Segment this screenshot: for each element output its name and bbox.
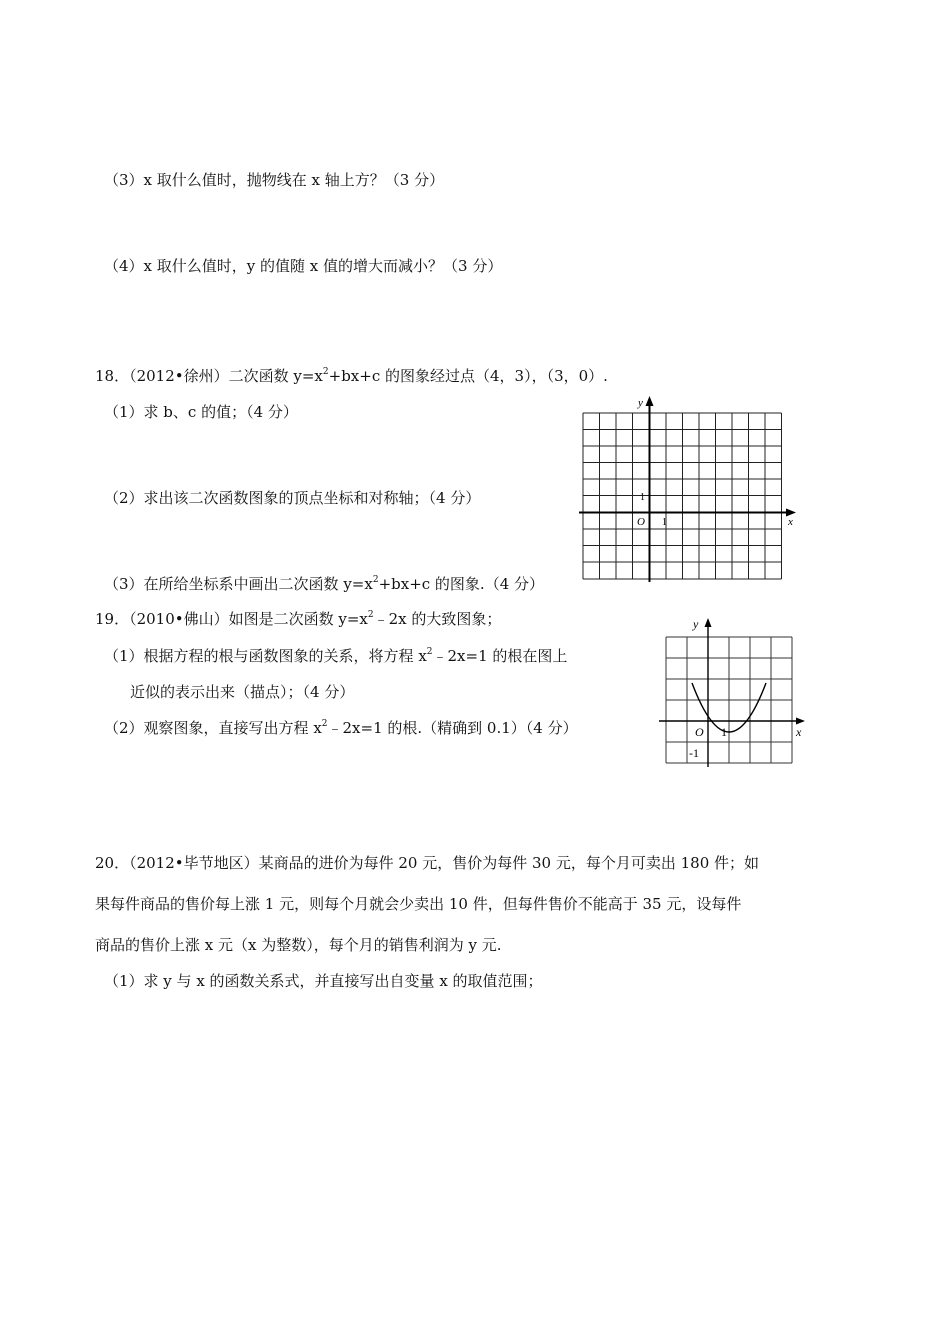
- q19-x-axis-arrow: [796, 718, 805, 725]
- q19-part2-text-end: ﹣2x=1 的根.（精确到 0.1）（4 分）: [327, 719, 578, 737]
- q18-grid-lines: [583, 413, 782, 579]
- q19-part1-exponent: 2: [426, 647, 433, 657]
- q18-origin-label: O: [637, 516, 645, 528]
- q18-part1: （1）求 b、c 的值；（4 分）: [104, 403, 298, 421]
- q19-origin-label: O: [695, 725, 704, 739]
- q19-stem-exponent: 2: [367, 610, 374, 620]
- q19-y-axis-label: y: [693, 617, 699, 631]
- q18-part2: （2）求出该二次函数图象的顶点坐标和对称轴；（4 分）: [104, 489, 481, 507]
- q19-part2-exponent: 2: [321, 719, 328, 729]
- q19-y-axis-arrow: [705, 618, 712, 627]
- q20-stem-line1: 20．（2012•毕节地区）某商品的进价为每件 20 元，售价为每件 30 元，每个月可卖出 180 件；如: [95, 854, 760, 872]
- q17-part4: （4）x 取什么值时，y 的值随 x 值的增大而减小？（3 分）: [104, 257, 503, 275]
- q20-part1: （1）求 y 与 x 的函数关系式，并直接写出自变量 x 的取值范围；: [104, 972, 543, 990]
- q18-stem-text: 18．（2012•徐州）二次函数 y=x: [95, 367, 323, 385]
- q18-x-tick-label: 1: [662, 517, 667, 528]
- q18-y-axis-label: y: [638, 397, 643, 409]
- q19-stem: [95, 609, 501, 629]
- q19-x-axis-label: x: [796, 725, 802, 739]
- q17-part3: （3）x 取什么值时，抛物线在 x 轴上方？（3 分）: [104, 171, 445, 189]
- q19-parabola-figure: [655, 612, 810, 767]
- q18-part3: [104, 574, 544, 594]
- q18-coordinate-grid: [574, 394, 804, 584]
- q19-part1-text: （1）根据方程的根与函数图象的关系，将方程 x: [104, 647, 427, 665]
- q18-stem-text-end: +bx+c 的图象经过点（4，3），（3，0）.: [328, 367, 608, 385]
- q18-part3-exponent: 2: [372, 575, 379, 585]
- q19-stem-text-end: ﹣2x 的大致图象；: [373, 610, 502, 628]
- q18-y-axis-arrow: [646, 396, 654, 406]
- q19-part2-text: （2）观察图象，直接写出方程 x: [104, 719, 322, 737]
- q19-part1-text-end: ﹣2x=1 的根在图上: [432, 647, 568, 665]
- q19-y-tick-label: -1: [689, 746, 699, 760]
- q19-part1: [104, 646, 567, 666]
- q18-part3-text: （3）在所给坐标系中画出二次函数 y=x: [104, 575, 373, 593]
- q18-y-tick-label: 1: [640, 492, 645, 503]
- q20-stem-line2: 果每件商品的售价每上涨 1 元，则每个月就会少卖出 10 件，但每件售价不能高于 35 元，设每件: [95, 895, 742, 913]
- q20-stem-line3: 商品的售价上涨 x 元（x 为整数），每个月的销售利润为 y 元.: [95, 936, 502, 954]
- q19-grid-lines: [666, 637, 792, 763]
- q19-stem-text: 19．（2010•佛山）如图是二次函数 y=x: [95, 610, 368, 628]
- q18-part3-text-end: +bx+c 的图象.（4 分）: [378, 575, 545, 593]
- q19-part2: [104, 718, 578, 738]
- q18-stem-exponent: 2: [322, 367, 329, 377]
- q18-stem: [95, 366, 608, 386]
- q19-x-tick-label: 1: [721, 725, 727, 739]
- q18-x-axis-label: x: [788, 516, 793, 528]
- q19-part1-continued: 近似的表示出来（描点）；（4 分）: [130, 683, 355, 701]
